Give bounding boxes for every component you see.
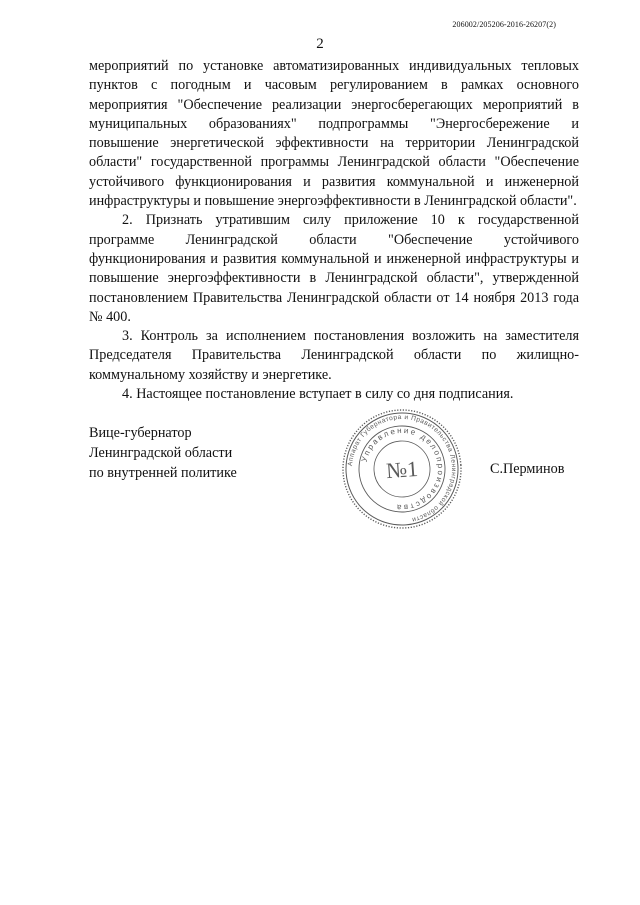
paragraph-item-3: 3. Контроль за исполнением постановления возложить на заместителя Председателя Правительства Ленинградской области по жилищно-коммунальному хозяйству и энергетике. (89, 328, 579, 383)
stamp-inner-text: Управление делопроизводства (359, 425, 446, 513)
signatory-title (89, 423, 237, 483)
page-number: 2 (316, 36, 324, 52)
official-stamp (336, 403, 468, 535)
stamp-number: №1 (385, 455, 419, 484)
signatory-title-line: Ленинградской области (89, 445, 233, 461)
paragraph-continuation: мероприятий по установке автоматизированных индивидуальных тепловых пунктов с погодным и часовым регулированием в рамках основного мероприятия "Обеспечение реализации энергосберегающих мероприятий в муниципальных образованиях" подпрограммы "Энергосбережение и повышение энергетической эффективности на территории Ленинградской области" государственной программы Ленинградской области "Обеспечение устойчивого функционирования и развития коммунальной и инженерной инфраструктуры и повышение энергоэффективности в Ленинградской области". (89, 58, 579, 210)
paragraph-item-2: 2. Признать утратившим силу приложение 10 к государственной программе Ленинградской области "Обеспечение устойчивого функционирования и развития коммунальной и инженерной инфраструктуры и повышение энергоэффективности в Ленинградской области", утвержденной постановлением Правительства Ленинградской области от 14 ноября 2013 года № 400. (89, 212, 579, 325)
signatory-name: С.Перминов (490, 461, 565, 477)
document-id: 206002/205206-2016-26207(2) (452, 20, 556, 29)
signatory-title-line: Вице-губернатор (89, 425, 192, 441)
stamp-outer-text: Аппарат Губернатора и Правительства Ленинградской области (347, 413, 458, 524)
signatory-title-line: по внутренней политике (89, 465, 237, 481)
document-body (89, 57, 579, 404)
paragraph-item-4: 4. Настоящее постановление вступает в силу со дня подписания. (122, 386, 514, 403)
